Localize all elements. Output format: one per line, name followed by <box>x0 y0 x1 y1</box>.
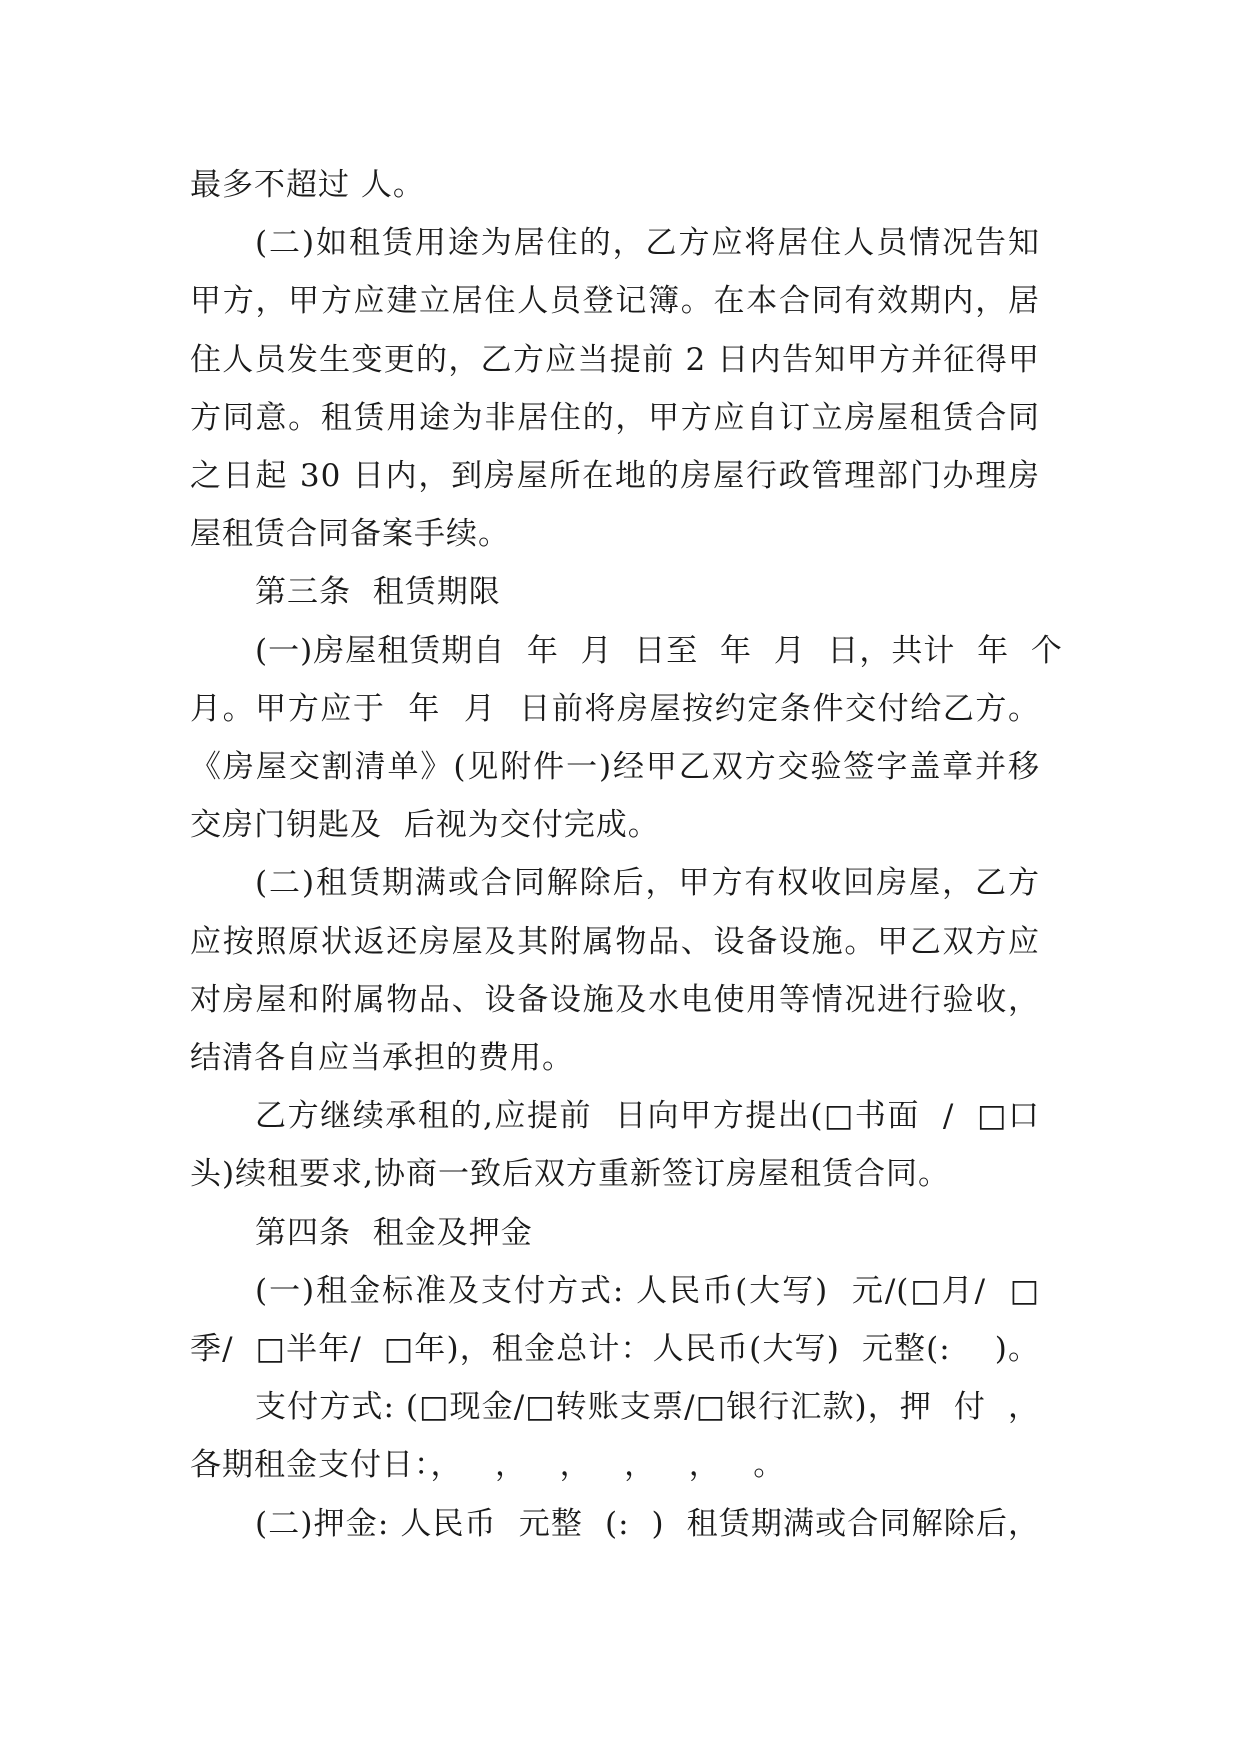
text-line: 之日起 30 日内，到房屋所在地的房屋行政管理部门办理房 <box>190 458 1040 494</box>
text-line: 季/ □半年/ □年)，租金总计：人民币(大写) 元整(: )。 <box>190 1331 1040 1367</box>
text-line: 各期租金支付日：， ， ， ， ， 。 <box>190 1447 786 1483</box>
text-line: 应按照原状返还房屋及其附属物品、设备设施。甲乙双方应 <box>190 924 1040 960</box>
text-line: 头)续租要求,协商一致后双方重新签订房屋租赁合同。 <box>190 1156 950 1192</box>
text-line: 屋租赁合同备案手续。 <box>190 516 510 552</box>
text-line: 支付方式: (□现金/□转账支票/□银行汇款)，押 付 ， <box>255 1389 1040 1425</box>
text-line: (二)租赁期满或合同解除后，甲方有权收回房屋，乙方 <box>255 865 1040 901</box>
text-line: (二)押金: 人民币 元整 (: ) 租赁期满或合同解除后， <box>255 1506 1040 1542</box>
text-line: 结清各自应当承担的费用。 <box>190 1040 574 1076</box>
text-line: 月。甲方应于 年 月 日前将房屋按约定条件交付给乙方。 <box>190 691 1040 727</box>
text-line: 《房屋交割清单》(见附件一)经甲乙双方交验签字盖章并移 <box>190 749 1040 785</box>
text-line: 住人员发生变更的，乙方应当提前 2 日内告知甲方并征得甲 <box>190 342 1040 378</box>
text-line: (一)房屋租赁期自 年 月 日至 年 月 日，共计 年 个 <box>255 633 1063 669</box>
text-line: 甲方，甲方应建立居住人员登记簿。在本合同有效期内，居 <box>190 283 1040 319</box>
text-line: 对房屋和附属物品、设备设施及水电使用等情况进行验收， <box>190 982 1040 1018</box>
section-heading: 第三条 租赁期限 <box>255 574 501 610</box>
text-line: 方同意。租赁用途为非居住的，甲方应自订立房屋租赁合同 <box>190 400 1040 436</box>
text-line: 交房门钥匙及 后视为交付完成。 <box>190 807 660 843</box>
text-line: 最多不超过 人。 <box>190 167 425 203</box>
text-line: (一)租金标准及支付方式: 人民币(大写) 元/(□月/ □ <box>255 1273 1040 1309</box>
section-heading: 第四条 租金及押金 <box>255 1215 533 1251</box>
text-line: (二)如租赁用途为居住的，乙方应将居住人员情况告知 <box>255 225 1040 261</box>
text-line: 乙方继续承租的,应提前 日向甲方提出(□书面 / □口 <box>255 1098 1040 1134</box>
